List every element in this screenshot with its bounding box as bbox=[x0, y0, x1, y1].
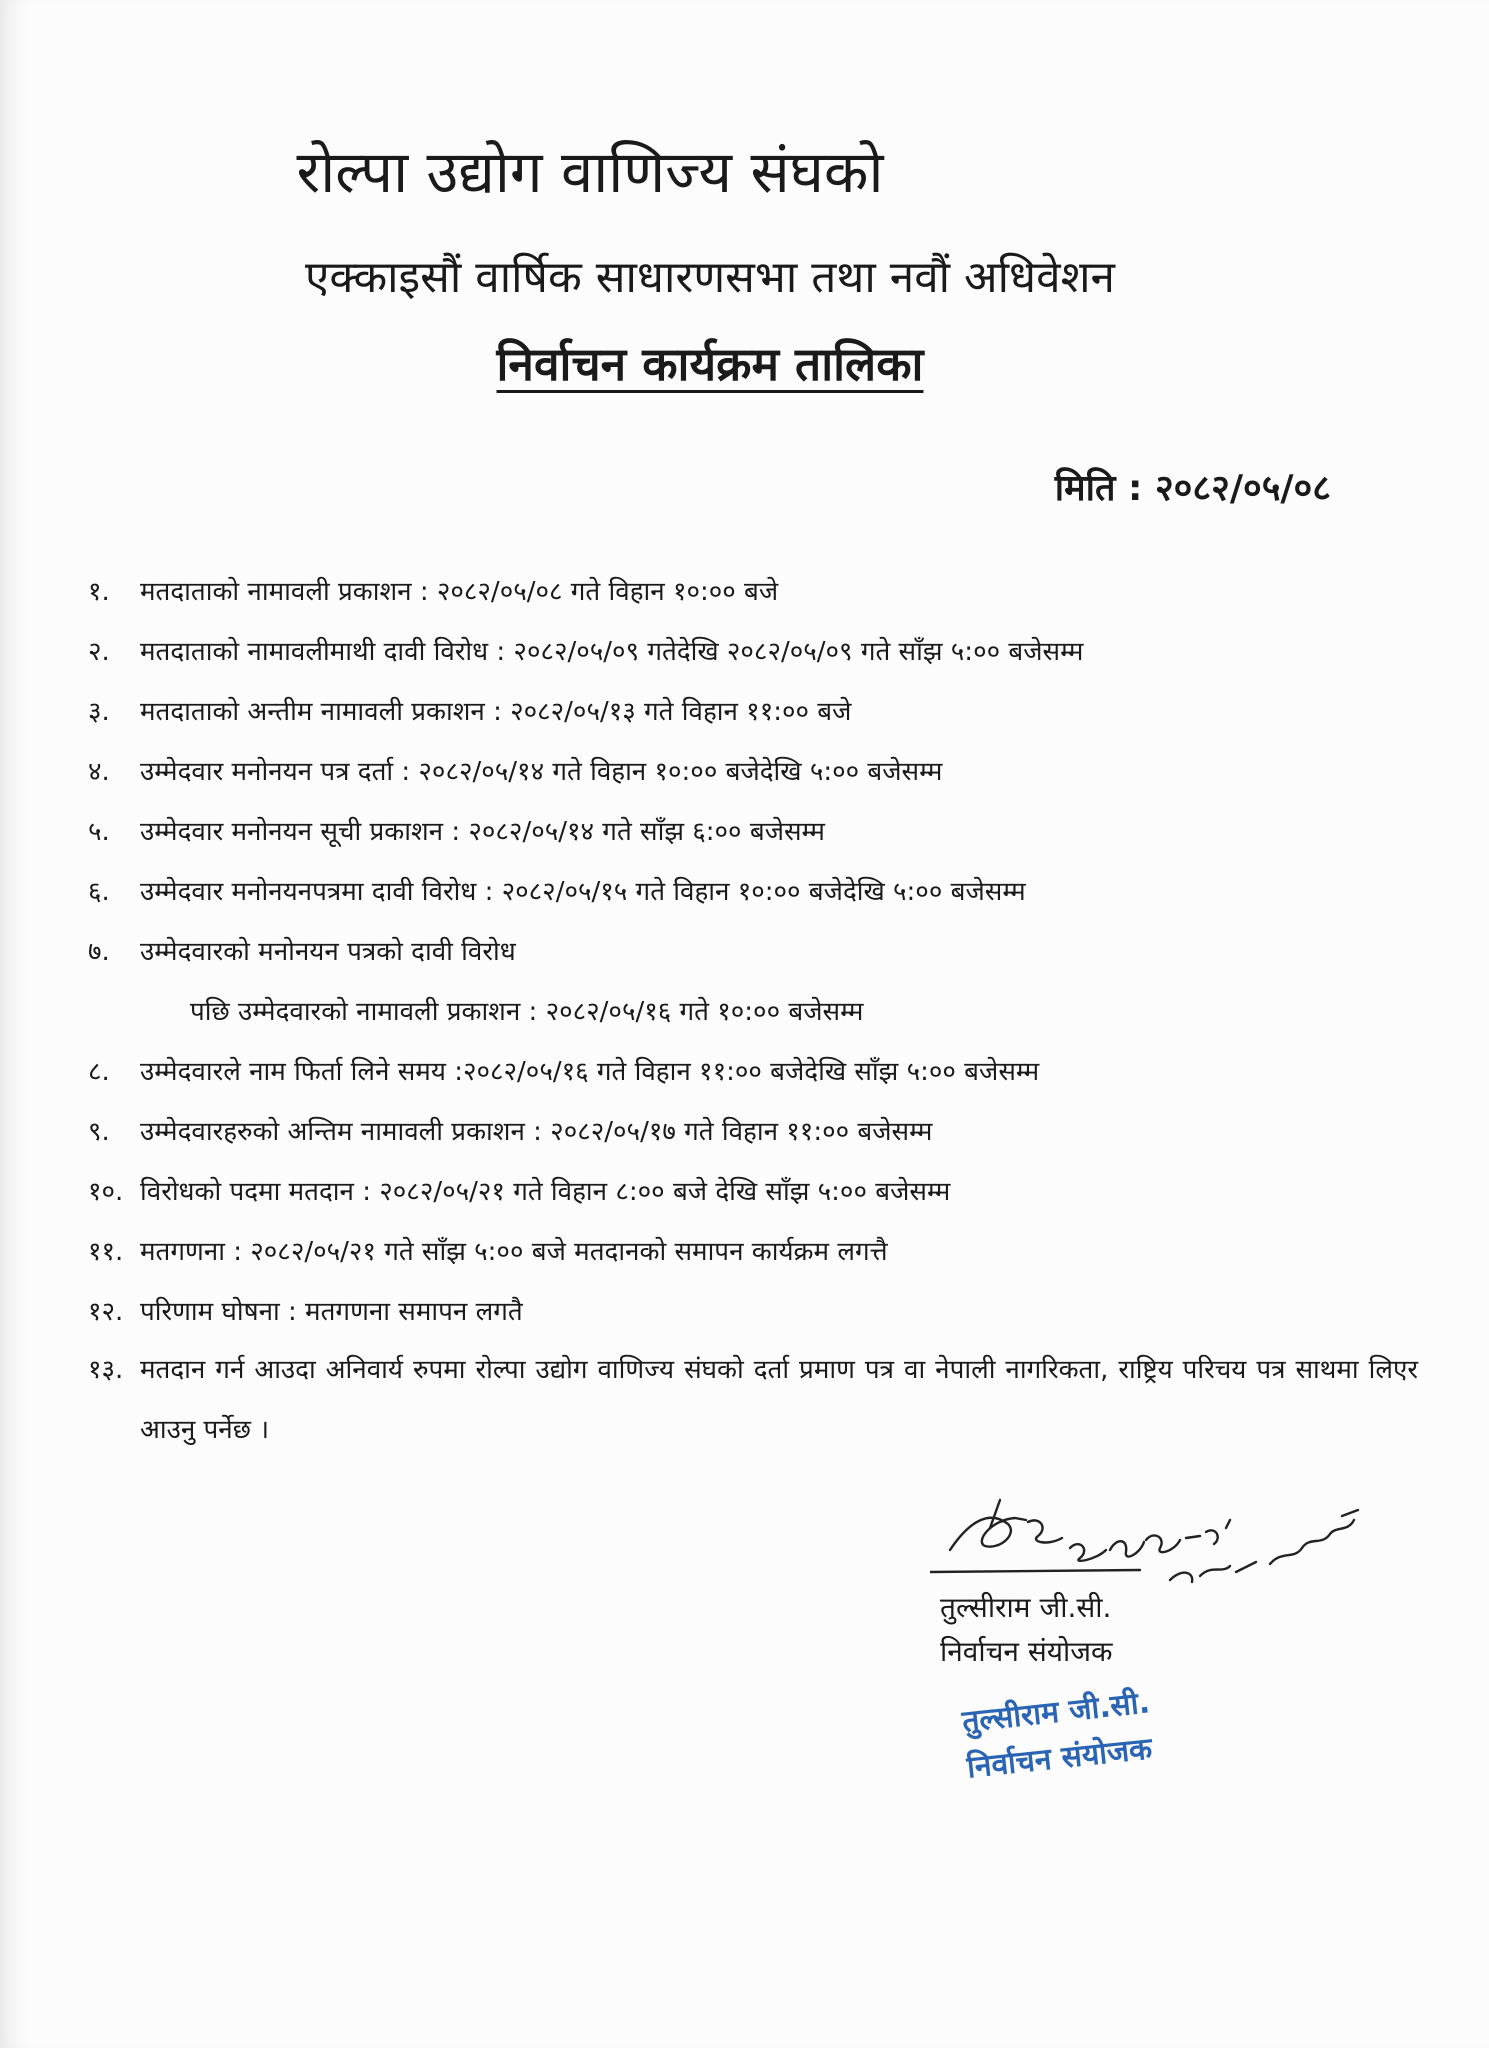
item-number: १३. bbox=[88, 1355, 124, 1385]
item-text: मतगणना : २०८२/०५/२१ गते साँझ ५:०० बजे मतदानको समापन कार्यक्रम लगत्तै bbox=[140, 1237, 888, 1267]
item-text: उम्मेदवारको मनोनयन पत्रको दावी विरोध bbox=[140, 937, 516, 967]
event-subtitle: एक्काइसौं वार्षिक साधारणसभा तथा नवौं अधिवेशन bbox=[305, 252, 1115, 303]
item-text: उम्मेदवार मनोनयनपत्रमा दावी विरोध : २०८२/०५/१५ गते विहान १०:०० बजेदेखि ५:०० बजेसम्म bbox=[140, 877, 1026, 907]
list-item bbox=[88, 560, 1418, 620]
item-number: ५. bbox=[88, 817, 110, 847]
item-text: मतदाताको नामावली प्रकाशन : २०८२/०५/०८ गते विहान १०:०० बजे bbox=[140, 577, 779, 607]
list-item bbox=[88, 1160, 1418, 1220]
item-number: ६. bbox=[88, 877, 110, 907]
item-number: १२. bbox=[88, 1297, 124, 1327]
item-number: २. bbox=[88, 637, 110, 667]
list-item bbox=[88, 1280, 1418, 1340]
list-item-continuation bbox=[88, 980, 1418, 1040]
item-text: मतदाताको नामावलीमाथी दावी विरोध : २०८२/०५/०९ गतेदेखि २०८२/०५/०९ गते साँझ ५:०० बजेसम्म bbox=[140, 637, 1084, 667]
item-text: उम्मेदवार मनोनयन सूची प्रकाशन : २०८२/०५/१४ गते साँझ ६:०० बजेसम्म bbox=[140, 817, 825, 847]
item-number: ११. bbox=[88, 1237, 124, 1267]
item-text: मतदाताको अन्तीम नामावली प्रकाशन : २०८२/०५/१३ गते विहान ११:०० बजे bbox=[140, 697, 852, 727]
list-item bbox=[88, 800, 1418, 860]
list-item bbox=[88, 920, 1418, 980]
signer-name: तुल्सीराम जी.सी. bbox=[940, 1591, 1112, 1624]
item-number: ९. bbox=[88, 1117, 110, 1147]
list-item bbox=[88, 860, 1418, 920]
schedule-heading bbox=[0, 332, 1420, 394]
handwritten-signature bbox=[930, 1480, 1450, 1590]
item-text: मतदान गर्न आउदा अनिवार्य रुपमा रोल्पा उद्योग वाणिज्य संघको दर्ता प्रमाण पत्र वा नेपाली नागरिकता, राष्ट्रिय परिचय पत्र साथमा लिएर आउनु पर्नेछ । bbox=[140, 1355, 1418, 1445]
schedule-heading-text: निर्वाचन कार्यक्रम तालिका bbox=[496, 337, 924, 391]
signer-title: निर्वाचन संयोजक bbox=[940, 1635, 1113, 1668]
item-text: परिणाम घोषना : मतगणना समापन लगतै bbox=[140, 1297, 523, 1327]
organization-title: रोल्पा उद्योग वाणिज्य संघको bbox=[296, 138, 884, 206]
item-text: उम्मेदवारले नाम फिर्ता लिने समय :२०८२/०५/१६ गते विहान ११:०० बजेदेखि साँझ ५:०० बजेसम्म bbox=[140, 1057, 1040, 1087]
item-number: ३. bbox=[88, 697, 110, 727]
document-date: मिति : २०८२/०५/०८ bbox=[1054, 468, 1331, 509]
item-text: उम्मेदवारहरुको अन्तिम नामावली प्रकाशन : २०८२/०५/१७ गते विहान ११:०० बजेसम्म bbox=[140, 1117, 933, 1147]
list-item bbox=[88, 1040, 1418, 1100]
list-item bbox=[88, 1340, 1418, 1460]
stamp-title: निर्वाचन संयोजक bbox=[965, 1731, 1154, 1786]
list-item bbox=[88, 1220, 1418, 1280]
stamp-name: तुल्सीराम जी.सी. bbox=[960, 1685, 1152, 1740]
item-text: उम्मेदवार मनोनयन पत्र दर्ता : २०८२/०५/१४ गते विहान १०:०० बजेदेखि ५:०० बजेसम्म bbox=[140, 757, 943, 787]
list-item bbox=[88, 620, 1418, 680]
item-number: १. bbox=[88, 577, 110, 607]
official-stamp bbox=[960, 1680, 1157, 1791]
election-schedule-list bbox=[88, 560, 1418, 1460]
item-number: ४. bbox=[88, 757, 110, 787]
item-number: १०. bbox=[88, 1177, 124, 1207]
item-number: ८. bbox=[88, 1057, 110, 1087]
list-item bbox=[88, 680, 1418, 740]
list-item bbox=[88, 1100, 1418, 1160]
item-text: विरोधको पदमा मतदान : २०८२/०५/२१ गते विहान ८:०० बजे देखि साँझ ५:०० बजेसम्म bbox=[140, 1177, 951, 1207]
item-number: ७. bbox=[88, 937, 110, 967]
item-text: पछि उम्मेदवारको नामावली प्रकाशन : २०८२/०५/१६ गते १०:०० बजेसम्म bbox=[190, 997, 864, 1027]
list-item bbox=[88, 740, 1418, 800]
